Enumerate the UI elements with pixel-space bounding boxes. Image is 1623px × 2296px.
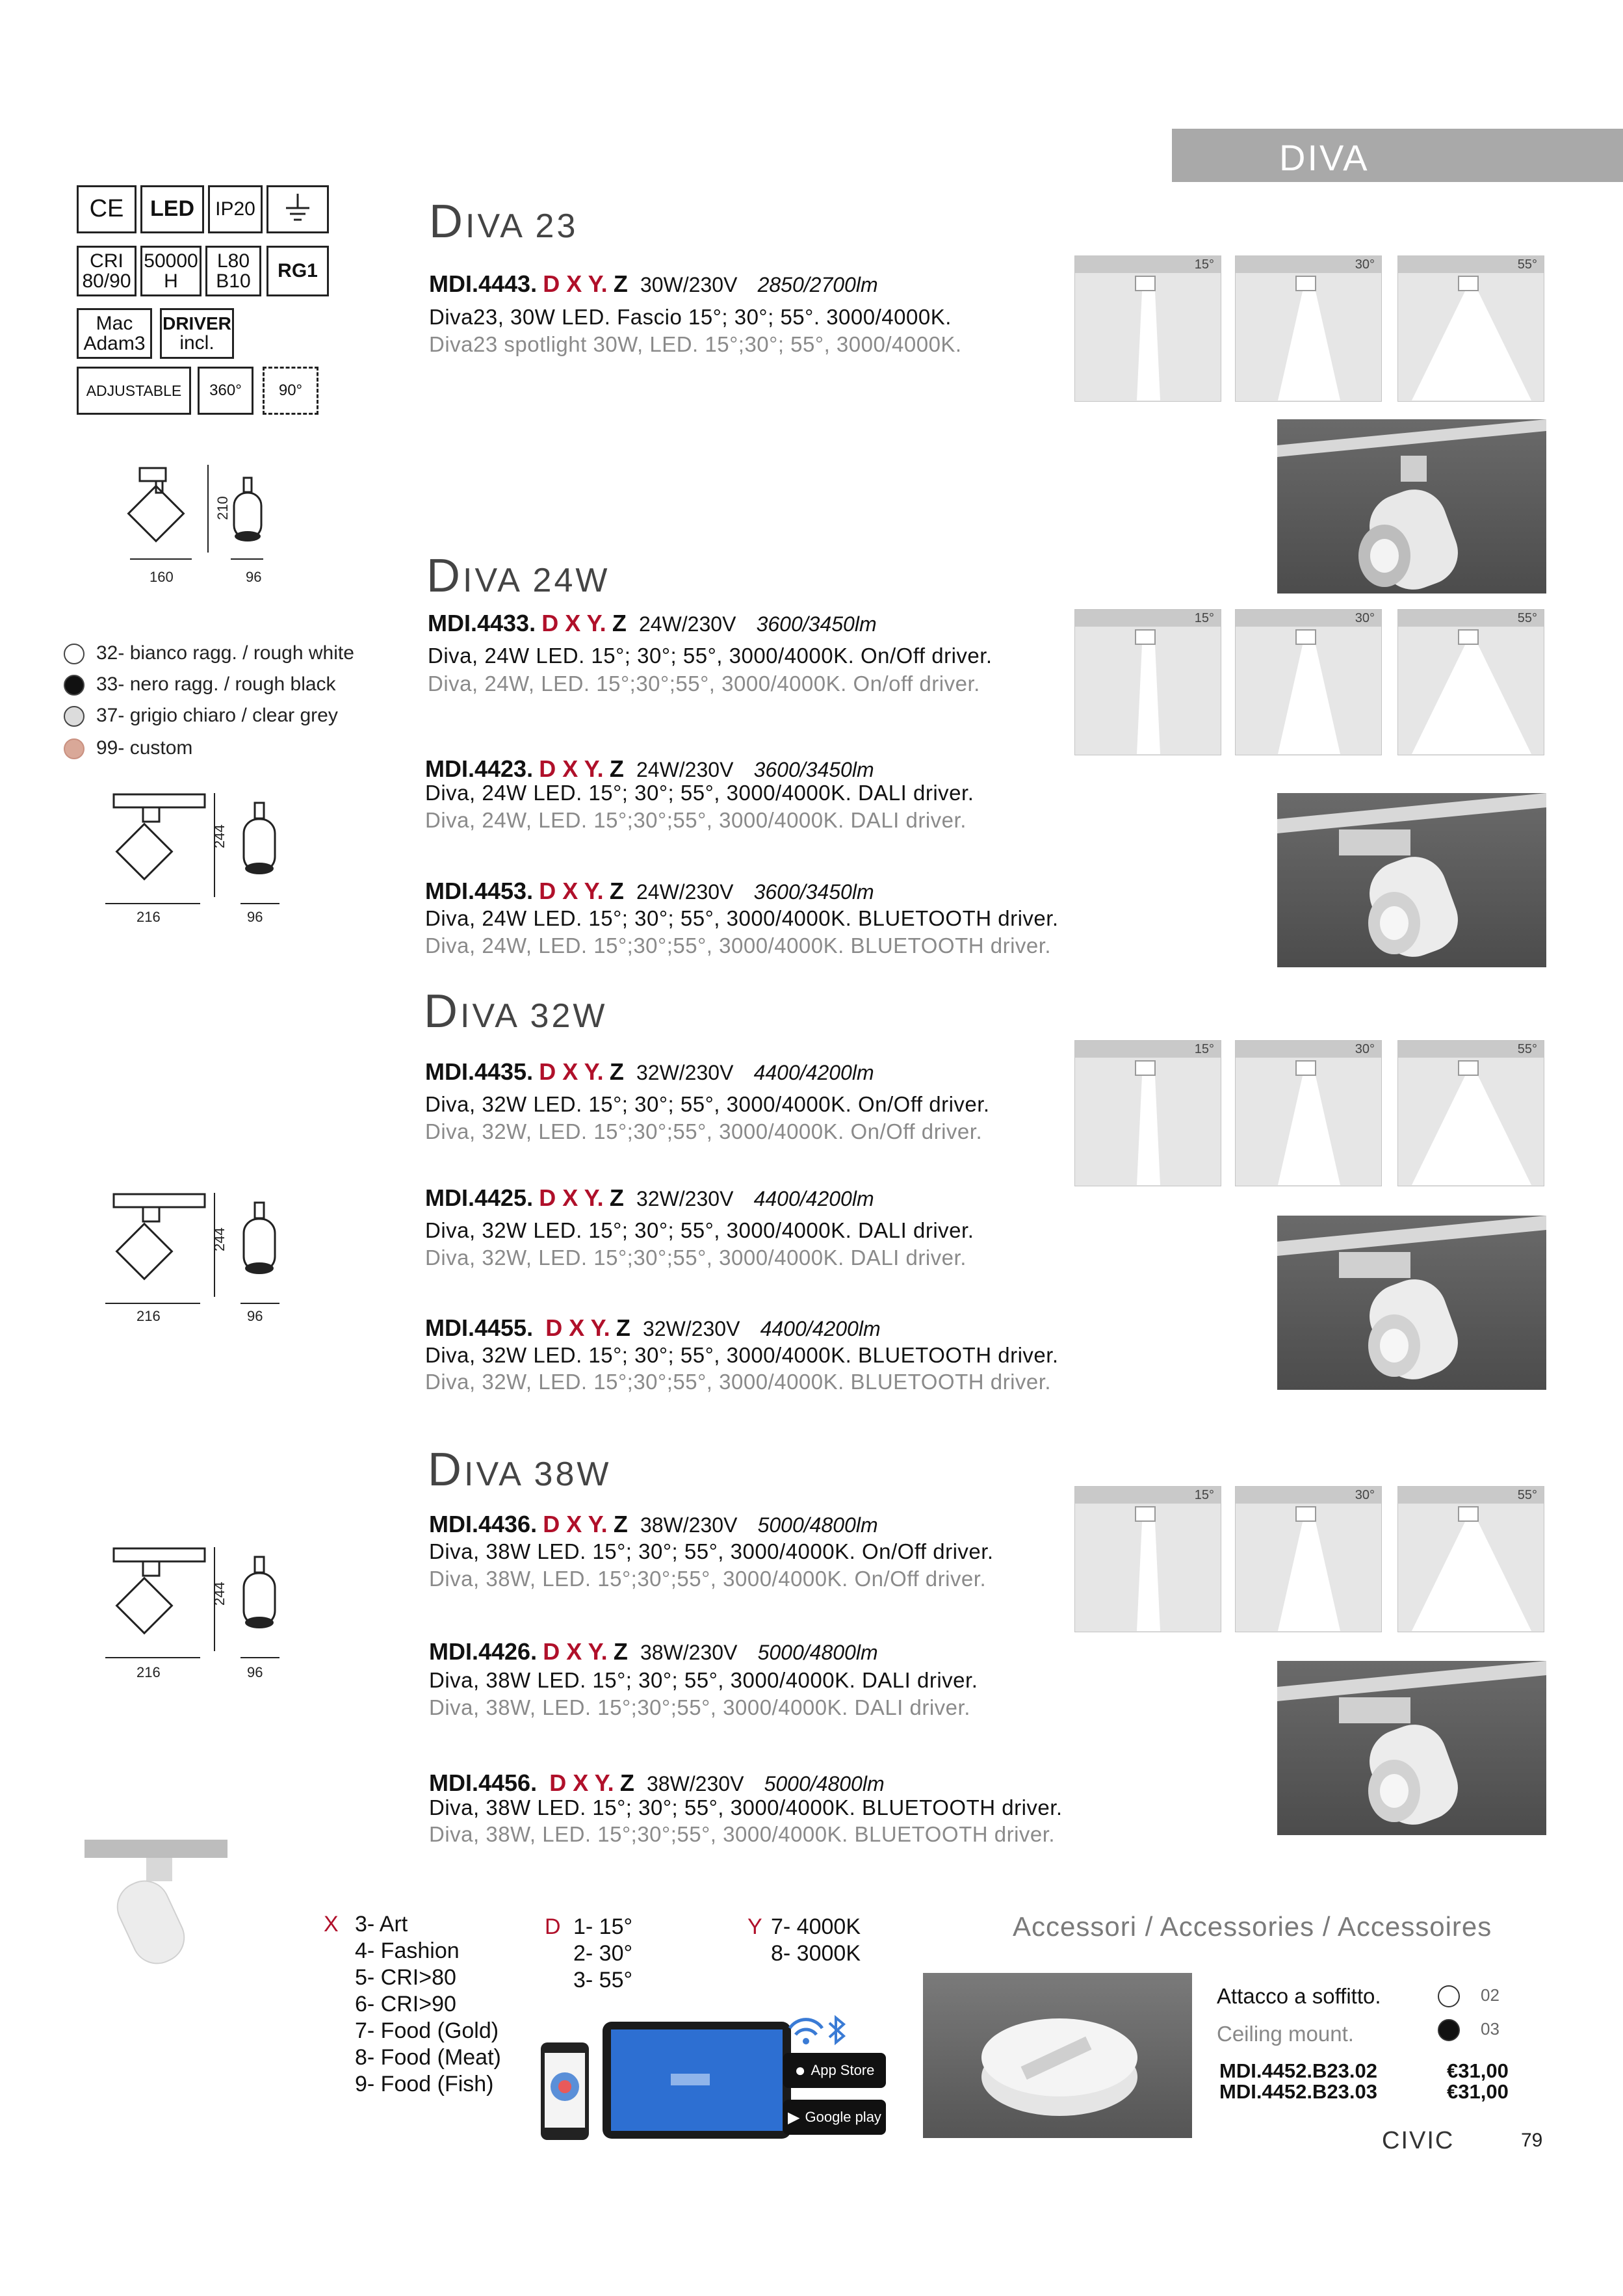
- beam-cone: [1278, 291, 1340, 400]
- product-variants: D X Y.: [541, 610, 606, 636]
- beam-cone: [1412, 1076, 1531, 1185]
- light-source-icon: [1135, 629, 1156, 645]
- accessory-swatch-black: [1438, 2019, 1460, 2041]
- option-items-y: [771, 1914, 861, 1967]
- ip-rating: IP20: [208, 185, 263, 233]
- product-code: MDI.4423.: [425, 755, 534, 782]
- civic-logo: CIVIC: [1382, 2127, 1455, 2154]
- option-list-d: [545, 1914, 675, 2005]
- ceiling-mount-photo: [923, 1973, 1192, 2138]
- light-beam: [1236, 291, 1383, 402]
- accessory-option-num: 03: [1481, 2019, 1500, 2039]
- beam-angle-label: 55°: [1517, 1488, 1537, 1502]
- ce-mark: CE: [77, 185, 136, 233]
- drawing-width-label: 216: [136, 1308, 161, 1324]
- accessory-swatch-white: [1438, 1985, 1460, 2007]
- product-code-line: [429, 1769, 885, 1797]
- light-beam: [1075, 291, 1222, 402]
- beam-cone: [1412, 291, 1531, 400]
- risk-group-badge: RG1: [266, 246, 329, 296]
- option-item: 1- 15°: [573, 1914, 633, 1939]
- lumen-maintenance-badge: L80 B10: [205, 246, 261, 296]
- option-key-y: Y: [747, 1914, 762, 1939]
- product-desc-it: Diva, 24W LED. 15°; 30°; 55°, 3000/4000K. On/Off driver.: [428, 644, 993, 668]
- finish-swatch-custom: [64, 738, 84, 759]
- light-beam: [1075, 1076, 1222, 1186]
- section-title-rest: IVA 38W: [464, 1455, 612, 1493]
- product-power: 38W/230V: [640, 1641, 738, 1664]
- light-beam: [1398, 1076, 1545, 1186]
- brand-header: [1172, 129, 1623, 182]
- product-code: MDI.4456.: [429, 1769, 538, 1796]
- product-finish-var: Z: [616, 1314, 630, 1341]
- product-variants: D X Y.: [539, 755, 604, 782]
- rotation-badge: 360°: [198, 367, 253, 415]
- product-variants: D X Y.: [539, 1058, 604, 1085]
- product-desc-en: Diva, 38W, LED. 15°;30°;55°, 3000/4000K. On/Off driver.: [429, 1567, 987, 1591]
- section-title-diva-24w: [426, 549, 610, 603]
- product-desc-it: Diva, 32W LED. 15°; 30°; 55°, 3000/4000K. BLUETOOTH driver.: [425, 1343, 1059, 1367]
- finish-swatch-black: [64, 675, 84, 696]
- beam-diagram-header: [1398, 1041, 1544, 1058]
- product-finish-var: Z: [609, 1058, 624, 1085]
- light-beam: [1075, 1522, 1222, 1632]
- drawing-width-label: 216: [136, 1664, 161, 1680]
- beam-angle-label: 30°: [1355, 1042, 1375, 1056]
- product-code: MDI.4455.: [425, 1314, 534, 1341]
- product-desc-en: Diva, 38W, LED. 15°;30°;55°, 3000/4000K. DALI driver.: [429, 1695, 970, 1719]
- beam-diagram-header: [1398, 610, 1544, 627]
- section-title-initial: D: [428, 1444, 464, 1496]
- product-variants: D X Y.: [543, 1638, 608, 1665]
- accessory-price: €31,00: [1447, 2080, 1509, 2103]
- driver-label: DRIVER: [162, 313, 231, 333]
- drawing-height-label: 244: [211, 1227, 227, 1251]
- technical-drawing-38w: [104, 1541, 299, 1664]
- beam-diagram-header: [1075, 256, 1221, 273]
- technical-drawing-23: [117, 455, 286, 566]
- app-store-button[interactable]: [783, 2053, 886, 2088]
- product-code-line: [429, 1638, 878, 1665]
- product-code-line: [425, 1314, 881, 1342]
- technical-drawing-32w: [104, 1186, 299, 1310]
- product-code: MDI.4443.: [429, 270, 538, 297]
- product-code-line: [428, 610, 877, 637]
- drawing-depth-label: 96: [247, 1664, 263, 1680]
- beam-diagram-header: [1236, 1041, 1381, 1058]
- product-code: MDI.4433.: [428, 610, 536, 636]
- product-power: 32W/230V: [636, 1061, 734, 1084]
- product-power: 24W/230V: [636, 758, 734, 781]
- beam-diagram-header: [1236, 610, 1381, 627]
- light-beam: [1236, 1076, 1383, 1186]
- light-source-icon: [1295, 1060, 1316, 1076]
- product-code: MDI.4426.: [429, 1638, 538, 1665]
- product-code: MDI.4453.: [425, 878, 534, 904]
- light-source-icon: [1295, 276, 1316, 291]
- beam-angle-label: 30°: [1355, 611, 1375, 625]
- product-lumen: 2850/2700lm: [757, 273, 878, 296]
- product-code-line: [425, 1058, 874, 1086]
- light-source-icon: [1458, 276, 1479, 291]
- beam-diagram: [1235, 1486, 1382, 1632]
- hours-badge: 50000 H: [140, 246, 201, 296]
- section-title-diva-38w: [428, 1443, 611, 1496]
- product-power: 30W/230V: [640, 273, 738, 296]
- option-item: 4- Fashion: [355, 1938, 460, 1963]
- product-lumen: 5000/4800lm: [764, 1772, 885, 1795]
- option-key-x: X: [324, 1912, 339, 1937]
- product-finish-var: Z: [609, 1184, 624, 1211]
- product-lumen: 4400/4200lm: [753, 1187, 874, 1210]
- light-source-icon: [1458, 1060, 1479, 1076]
- light-source-icon: [1458, 629, 1479, 645]
- product-photo-diva-23: [1277, 419, 1546, 594]
- brand-title: DIVA: [1279, 137, 1370, 178]
- option-item: 3- Art: [355, 1912, 408, 1937]
- option-item: 2- 30°: [573, 1941, 633, 1966]
- section-title-initial: D: [424, 985, 460, 1037]
- product-desc-it: Diva, 32W LED. 15°; 30°; 55°, 3000/4000K. On/Off driver.: [425, 1092, 990, 1116]
- product-code-line: [429, 1511, 878, 1538]
- product-desc-en: Diva, 24W, LED. 15°;30°;55°, 3000/4000K. DALI driver.: [425, 808, 967, 832]
- driver-badge: [160, 308, 234, 359]
- beam-diagram: [1074, 609, 1221, 755]
- product-photo-diva-24w: [1277, 793, 1546, 967]
- light-source-icon: [1135, 276, 1156, 291]
- option-item: 7- Food (Gold): [355, 2018, 499, 2043]
- google-play-label: Google play: [805, 2109, 881, 2125]
- section-title-diva-23: [429, 195, 578, 248]
- drawing-width-label: 160: [149, 569, 174, 585]
- light-beam: [1236, 645, 1383, 755]
- finish-label: 37- grigio chiaro / clear grey: [96, 705, 338, 726]
- beam-diagram-header: [1075, 1041, 1221, 1058]
- product-lumen: 3600/3450lm: [756, 612, 877, 636]
- product-desc-en: Diva, 24W, LED. 15°;30°;55°, 3000/4000K. BLUETOOTH driver.: [425, 933, 1052, 958]
- product-finish-var: Z: [612, 610, 627, 636]
- finish-label: 99- custom: [96, 737, 193, 759]
- light-beam: [1398, 291, 1545, 402]
- option-key-d: D: [545, 1914, 561, 1939]
- option-items-x: [355, 1911, 501, 2098]
- option-list-y: [747, 1914, 877, 1979]
- product-desc-en: Diva, 24W, LED. 15°;30°;55°, 3000/4000K. On/off driver.: [428, 672, 980, 696]
- beam-diagram: [1235, 609, 1382, 755]
- product-finish-var: Z: [619, 1769, 634, 1796]
- beam-diagram: [1397, 1486, 1544, 1632]
- section-title-rest: IVA 24W: [463, 562, 610, 599]
- app-store-label: App Store: [811, 2062, 875, 2078]
- tilt-badge: 90°: [263, 367, 318, 415]
- product-lumen: 5000/4800lm: [757, 1641, 878, 1664]
- drawing-height-label: 210: [214, 496, 231, 520]
- beam-angle-label: 55°: [1517, 257, 1537, 272]
- product-desc-en: Diva23 spotlight 30W, LED. 15°;30°; 55°, 3000/4000K.: [429, 332, 962, 356]
- product-thumb-photo: [84, 1840, 227, 1970]
- bluetooth-icon: [825, 2015, 849, 2045]
- beam-diagram: [1397, 1040, 1544, 1186]
- option-item: 3- 55°: [573, 1968, 633, 1992]
- product-code-line: [425, 1184, 874, 1212]
- beam-diagram: [1074, 1486, 1221, 1632]
- product-finish-var: Z: [613, 1511, 628, 1537]
- apple-icon: ●: [794, 2060, 806, 2080]
- beam-diagram: [1397, 255, 1544, 402]
- accessory-code: MDI.4452.B23.02: [1219, 2059, 1377, 2082]
- accessories-title: Accessori / Accessories / Accessoires: [1013, 1911, 1492, 1942]
- product-finish-var: Z: [609, 878, 624, 904]
- wifi-icon: [786, 2015, 825, 2048]
- product-variants: D X Y.: [545, 1314, 610, 1341]
- product-lumen: 3600/3450lm: [753, 880, 874, 904]
- adjustable-badge: ADJUSTABLE: [77, 367, 191, 415]
- product-desc-it: Diva, 24W LED. 15°; 30°; 55°, 3000/4000K. DALI driver.: [425, 781, 974, 805]
- beam-diagram-header: [1236, 256, 1381, 273]
- beam-cone: [1278, 1522, 1340, 1631]
- section-title-initial: D: [429, 196, 465, 248]
- product-variants: D X Y.: [539, 1184, 604, 1211]
- finish-swatch-white: [64, 644, 84, 664]
- product-lumen: 4400/4200lm: [760, 1317, 881, 1340]
- product-photo-diva-38w: [1277, 1661, 1546, 1835]
- product-code-line: [429, 270, 878, 298]
- macadam-badge: Mac Adam3: [77, 308, 152, 359]
- product-finish-var: Z: [613, 1638, 628, 1665]
- beam-angle-label: 55°: [1517, 611, 1537, 625]
- product-lumen: 3600/3450lm: [753, 758, 874, 781]
- product-finish-var: Z: [613, 270, 628, 297]
- light-source-icon: [1135, 1506, 1156, 1522]
- product-code: MDI.4436.: [429, 1511, 538, 1537]
- beam-diagram-header: [1075, 610, 1221, 627]
- driver-incl-label: incl.: [179, 332, 214, 354]
- section-title-initial: D: [426, 550, 463, 602]
- product-desc-it: Diva, 32W LED. 15°; 30°; 55°, 3000/4000K. DALI driver.: [425, 1218, 974, 1242]
- product-desc-it: Diva, 38W LED. 15°; 30°; 55°, 3000/4000K. DALI driver.: [429, 1668, 978, 1692]
- product-finish-var: Z: [609, 755, 624, 782]
- light-source-icon: [1135, 1060, 1156, 1076]
- product-variants: D X Y.: [539, 878, 604, 904]
- beam-angle-label: 15°: [1194, 257, 1214, 272]
- accessory-name-it: Attacco a soffitto.: [1217, 1984, 1381, 2008]
- product-code: MDI.4425.: [425, 1184, 534, 1211]
- beam-cone: [1412, 645, 1531, 754]
- beam-diagram: [1074, 255, 1221, 402]
- product-desc-en: Diva, 38W, LED. 15°;30°;55°, 3000/4000K. BLUETOOTH driver.: [429, 1822, 1056, 1846]
- beam-angle-label: 15°: [1194, 1042, 1214, 1056]
- option-item: 5- CRI>80: [355, 1965, 456, 1990]
- cri-badge: CRI 80/90: [77, 246, 136, 296]
- light-beam: [1075, 645, 1222, 755]
- beam-diagram-header: [1398, 256, 1544, 273]
- product-variants: D X Y.: [543, 1511, 608, 1537]
- section-title-rest: IVA 32W: [460, 997, 608, 1035]
- drawing-width-label: 216: [136, 909, 161, 925]
- accessory-price: €31,00: [1447, 2059, 1509, 2082]
- product-desc-it: Diva, 24W LED. 15°; 30°; 55°, 3000/4000K. BLUETOOTH driver.: [425, 906, 1059, 930]
- product-power: 24W/230V: [636, 880, 734, 904]
- option-list-x: [324, 1911, 519, 2106]
- product-lumen: 4400/4200lm: [753, 1061, 874, 1084]
- product-variants: D X Y.: [549, 1769, 614, 1796]
- beam-cone: [1137, 645, 1160, 754]
- drawing-height-label: 244: [211, 824, 227, 848]
- product-desc-it: Diva, 38W LED. 15°; 30°; 55°, 3000/4000K. On/Off driver.: [429, 1539, 994, 1563]
- google-play-button[interactable]: [783, 2100, 886, 2135]
- drawing-depth-label: 96: [246, 569, 262, 585]
- beam-diagram: [1074, 1040, 1221, 1186]
- beam-diagram: [1397, 609, 1544, 755]
- product-lumen: 5000/4800lm: [757, 1513, 878, 1537]
- product-code-line: [425, 755, 874, 783]
- technical-drawing-24w: [104, 787, 299, 910]
- product-power: 24W/230V: [638, 612, 736, 636]
- product-power: 38W/230V: [646, 1772, 744, 1795]
- light-beam: [1398, 1522, 1545, 1632]
- product-power: 32W/230V: [636, 1187, 734, 1210]
- beam-cone: [1137, 1076, 1160, 1185]
- option-item: 7- 4000K: [771, 1914, 861, 1939]
- beam-angle-label: 55°: [1517, 1042, 1537, 1056]
- beam-cone: [1137, 291, 1160, 400]
- light-source-icon: [1295, 629, 1316, 645]
- product-power: 32W/230V: [642, 1317, 740, 1340]
- drawing-depth-label: 96: [247, 1308, 263, 1324]
- accessory-option-num: 02: [1481, 1985, 1500, 2005]
- product-desc-it: Diva, 38W LED. 15°; 30°; 55°, 3000/4000K. BLUETOOTH driver.: [429, 1795, 1063, 1820]
- beam-diagram-header: [1398, 1487, 1544, 1504]
- product-code: MDI.4435.: [425, 1058, 534, 1085]
- beam-diagram-header: [1075, 1487, 1221, 1504]
- option-item: 8- Food (Meat): [355, 2045, 501, 2070]
- beam-cone: [1137, 1522, 1160, 1631]
- product-power: 38W/230V: [640, 1513, 738, 1537]
- product-desc-en: Diva, 32W, LED. 15°;30°;55°, 3000/4000K. On/Off driver.: [425, 1119, 983, 1143]
- beam-angle-label: 15°: [1194, 611, 1214, 625]
- accessory-code: MDI.4452.B23.03: [1219, 2080, 1377, 2103]
- light-source-icon: [1295, 1506, 1316, 1522]
- led-mark: LED: [140, 185, 204, 233]
- beam-diagram: [1235, 1040, 1382, 1186]
- beam-cone: [1412, 1522, 1531, 1631]
- light-source-icon: [1458, 1506, 1479, 1522]
- product-desc-en: Diva, 32W, LED. 15°;30°;55°, 3000/4000K. BLUETOOTH driver.: [425, 1370, 1052, 1394]
- beam-cone: [1278, 1076, 1340, 1185]
- accessory-name-en: Ceiling mount.: [1217, 2022, 1354, 2046]
- product-desc-it: Diva23, 30W LED. Fascio 15°; 30°; 55°. 3000/4000K.: [429, 305, 952, 329]
- product-desc-en: Diva, 32W, LED. 15°;30°;55°, 3000/4000K. DALI driver.: [425, 1246, 967, 1270]
- option-item: 9- Food (Fish): [355, 2072, 494, 2096]
- option-item: 8- 3000K: [771, 1941, 861, 1966]
- section-title-diva-32w: [424, 985, 607, 1038]
- option-items-d: [573, 1914, 632, 1994]
- ground-icon: [266, 185, 329, 233]
- beam-angle-label: 30°: [1355, 1488, 1375, 1502]
- finish-swatch-grey: [64, 706, 84, 727]
- light-beam: [1398, 645, 1545, 755]
- play-icon: ▶: [788, 2108, 800, 2126]
- page-number: 79: [1521, 2130, 1543, 2151]
- product-photo-diva-32w: [1277, 1216, 1546, 1390]
- finish-label: 32- bianco ragg. / rough white: [96, 642, 354, 664]
- product-code-line: [425, 878, 874, 905]
- option-item: 6- CRI>90: [355, 1992, 456, 2016]
- drawing-depth-label: 96: [247, 909, 263, 925]
- beam-diagram: [1235, 255, 1382, 402]
- beam-angle-label: 15°: [1194, 1488, 1214, 1502]
- light-beam: [1236, 1522, 1383, 1632]
- section-title-rest: IVA 23: [465, 207, 578, 245]
- beam-diagram-header: [1236, 1487, 1381, 1504]
- drawing-height-label: 244: [211, 1582, 227, 1606]
- beam-angle-label: 30°: [1355, 257, 1375, 272]
- finish-label: 33- nero ragg. / rough black: [96, 673, 336, 695]
- product-variants: D X Y.: [543, 270, 608, 297]
- beam-cone: [1278, 645, 1340, 754]
